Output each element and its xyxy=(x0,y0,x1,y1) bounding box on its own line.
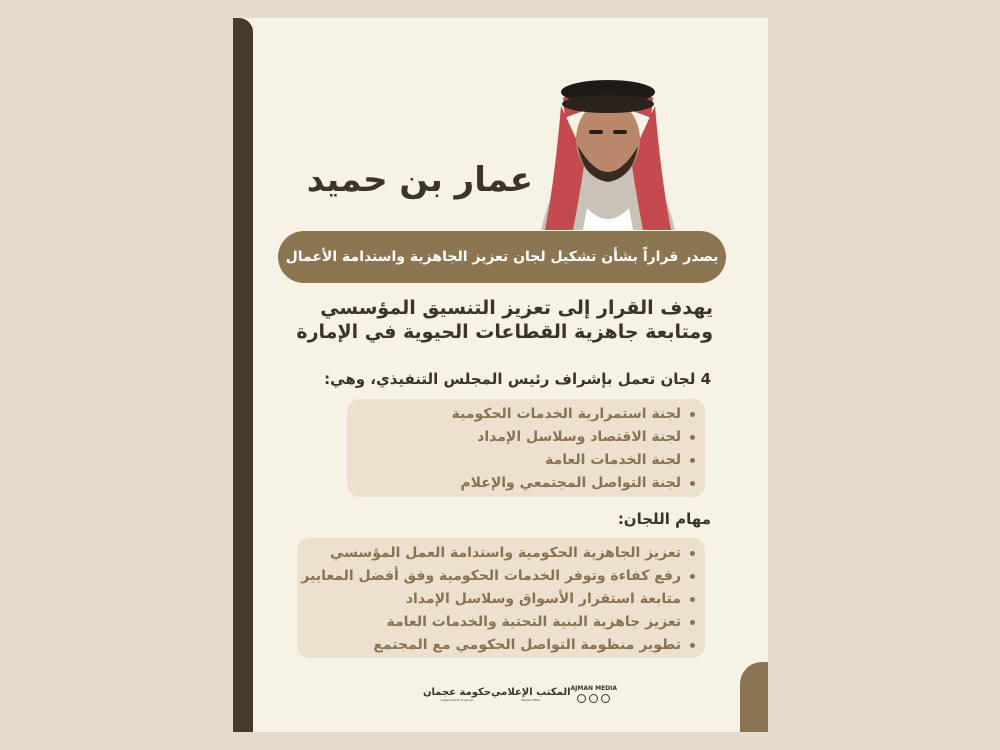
instagram-icon[interactable] xyxy=(577,694,586,703)
bullet-icon xyxy=(690,412,695,417)
bullet-icon xyxy=(690,551,695,556)
x-icon[interactable] xyxy=(589,694,598,703)
tasks-list xyxy=(297,538,705,658)
list-item: تعزيز الجاهزية الحكومية واستدامة العمل المؤسسي xyxy=(297,542,695,565)
list-item: رفع كفاءة وتوفر الخدمات الحكومية وفق أفضل المعايير xyxy=(297,565,695,588)
list-item: لجنة التواصل المجتمعي والإعلام xyxy=(347,472,695,495)
ajman-media-brand: AJMAN MEDIA xyxy=(571,685,618,703)
portrait-photo xyxy=(533,58,683,230)
list-item: متابعة استقرار الأسواق وسلاسل الإمداد xyxy=(297,588,695,611)
bullet-icon xyxy=(690,620,695,625)
bullet-icon xyxy=(690,435,695,440)
list-item: لجنة استمرارية الخدمات الحكومية xyxy=(347,403,695,426)
committees-title: 4 لجان تعمل بإشراف رئيس المجلس التنفيذي، وهي: xyxy=(324,370,711,388)
bullet-icon xyxy=(690,481,695,486)
subtitle-text: يصدر قراراً بشأن تشكيل لجان تعزيز الجاهزية واستدامة الأعمال xyxy=(285,249,719,265)
list-item: لجنة الخدمات العامة xyxy=(347,449,695,472)
bullet-icon xyxy=(690,597,695,602)
tasks-title: مهام اللجان: xyxy=(617,510,711,528)
list-item: لجنة الاقتصاد وسلاسل الإمداد xyxy=(347,426,695,449)
media-office-logo: المكتب الإعلامي Media Office xyxy=(491,686,571,702)
headline-line-1: يهدف القرار إلى تعزيز التنسيق المؤسسي xyxy=(320,297,713,319)
government-logo: حكومة عجمان Government of Ajman xyxy=(423,686,492,702)
bullet-icon xyxy=(690,458,695,463)
corner-accent xyxy=(740,662,768,732)
list-item: تعزيز جاهزية البنية التحتية والخدمات العامة xyxy=(297,611,695,634)
bullet-icon xyxy=(690,643,695,648)
subtitle-banner xyxy=(278,231,726,283)
committees-list xyxy=(347,399,705,497)
social-icons xyxy=(577,694,610,703)
headline xyxy=(296,296,713,344)
list-item: تطوير منظومة التواصل الحكومي مع المجتمع xyxy=(297,634,695,657)
news-card xyxy=(233,18,768,732)
youtube-icon[interactable] xyxy=(601,694,610,703)
bullet-icon xyxy=(690,574,695,579)
left-decorative-bar xyxy=(233,18,253,732)
person-name: عمار بن حميد xyxy=(306,160,533,200)
footer-logos xyxy=(423,676,618,712)
headline-line-2: ومتابعة جاهزية القطاعات الحيوية في الإمارة xyxy=(296,321,713,343)
